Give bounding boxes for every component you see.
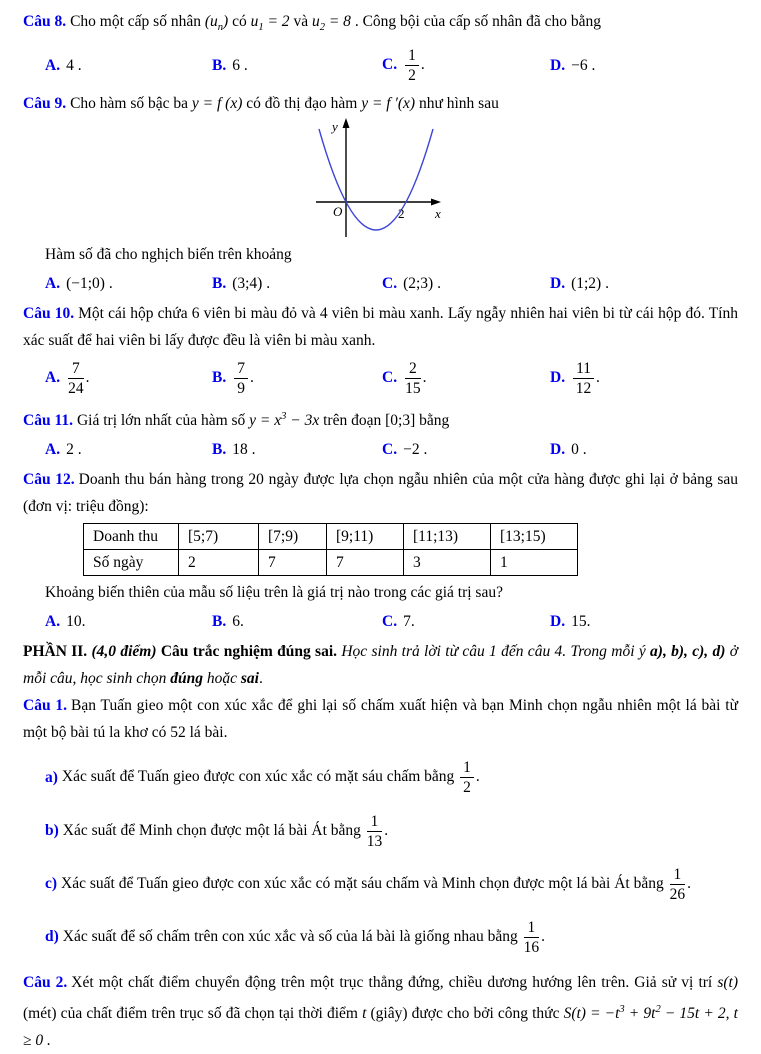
fraction <box>68 360 84 397</box>
question-9-text-5: Hàm số đã cho nghịch biến trên khoảng <box>45 246 292 264</box>
item-letter: a) <box>45 768 58 786</box>
option-text: (2;3) . <box>403 275 441 293</box>
option-letter: C. <box>382 441 398 459</box>
item-b <box>45 810 738 853</box>
derivative-graph-figure <box>23 117 738 241</box>
fraction-denominator: 15 <box>405 380 421 398</box>
formula-st: s(t) <box>717 973 738 991</box>
fraction-denominator: 24 <box>68 380 84 398</box>
fraction-denominator: 9 <box>237 380 245 398</box>
item-suffix: . <box>475 768 480 786</box>
option-letter: C. <box>382 275 398 293</box>
option-b <box>212 271 382 297</box>
option-text: (−1;0) . <box>66 275 113 293</box>
question-8-options <box>45 44 738 87</box>
y-axis-label: y <box>331 119 338 135</box>
y-axis-arrow <box>342 118 349 128</box>
option-suffix: . <box>420 56 425 74</box>
fraction-denominator: 13 <box>366 832 383 850</box>
question-12 <box>23 466 738 520</box>
x-axis-label: x <box>434 206 441 222</box>
item-letter: d) <box>45 927 59 945</box>
part2-instruction-1: Học sinh trả lời từ câu 1 đến câu 4. Trong mỗi ý <box>341 643 651 661</box>
origin-label: O <box>332 204 342 220</box>
item-text: Xác suất để số chấm trên con xúc xắc và số của lá bài là giống nhau bằng <box>62 927 518 945</box>
option-d <box>550 437 738 463</box>
part2-instruction-2: ở mỗi câu, học sinh chọn <box>23 643 738 688</box>
option-d <box>550 357 738 400</box>
question-9-text-2: có đồ thị đạo hàm <box>242 95 362 113</box>
question-12-text-2: Khoảng biến thiên của mẫu số liệu trên là giá trị nào trong các giá trị sau? <box>45 584 503 602</box>
question-10-label: Câu 10. <box>23 305 75 323</box>
revenue-table <box>83 523 578 576</box>
formula-position: $S(t) = -t^3 + 9t^2 - 15t + 2$, t ≥ 0 . <box>23 1003 738 1049</box>
formula-t: t <box>362 1004 367 1022</box>
part2-question-2-label: Câu 2. <box>23 973 68 991</box>
table-cell: [5;7) <box>179 524 259 550</box>
x-axis-arrow <box>431 199 441 206</box>
question-11-options <box>45 437 738 463</box>
option-suffix: . <box>85 369 90 387</box>
question-11-text-1: Giá trị lớn nhất của hàm số <box>76 412 250 430</box>
formula-cubic: $y = x^3 - 3x$ <box>249 411 320 430</box>
part2-heading <box>23 638 738 692</box>
fraction-numerator: 1 <box>367 813 383 832</box>
question-9-text-1: Cho hàm số bậc ba <box>70 95 192 113</box>
table-cell: 1 <box>491 550 578 576</box>
option-text: 6 . <box>232 56 248 74</box>
formula-interval: [0;3] <box>385 412 416 430</box>
option-text: −2 . <box>403 441 428 459</box>
fraction-denominator: 2 <box>463 779 471 797</box>
formula-u1: $u_1 = 2$ <box>250 13 290 34</box>
fraction-denominator: 16 <box>523 938 540 956</box>
option-text: 4 . <box>66 56 82 74</box>
option-suffix: . <box>422 369 427 387</box>
option-letter: C. <box>382 613 398 631</box>
option-c <box>382 44 550 87</box>
option-text: (1;2) . <box>571 275 609 293</box>
option-b <box>212 437 382 463</box>
question-8-label: Câu 8. <box>23 13 67 30</box>
item-text: Xác suất để Tuấn gieo được con xúc xắc có mặt sáu chấm bằng <box>61 768 455 786</box>
tick-label-2: 2 <box>397 206 404 222</box>
option-text: 0 . <box>571 441 587 459</box>
part2-question-2-text-3: (giây) được cho bởi công thức <box>366 1004 564 1022</box>
question-9-label: Câu 9. <box>23 95 67 113</box>
item-text: Xác suất để Tuấn gieo được con xúc xắc có mặt sáu chấm và Minh chọn được một lá bài Át bằng <box>61 874 664 892</box>
option-text: 18 . <box>232 441 256 459</box>
fraction-numerator: 1 <box>405 47 419 66</box>
option-letter: B. <box>212 369 227 387</box>
option-letter: A. <box>45 56 61 74</box>
part2-points: (4,0 điểm) <box>91 643 157 661</box>
derivative-graph <box>306 117 456 241</box>
option-a <box>45 437 212 463</box>
formula-fx: y = f (x) <box>191 95 243 113</box>
fraction-numerator: 7 <box>234 360 248 379</box>
option-d <box>550 609 738 635</box>
part2-dung: đúng <box>170 670 203 688</box>
formula-u2: $u_2 = 8$ <box>311 13 351 34</box>
option-text: −6 . <box>571 56 596 74</box>
fraction <box>367 813 383 850</box>
question-9-text-3: như hình sau <box>415 95 499 113</box>
option-c <box>382 609 550 635</box>
option-b <box>212 609 382 635</box>
question-10-text: Một cái hộp chứa 6 viên bi màu đỏ và 4 viên bi màu xanh. Lấy ngẫy nhiên hai viên bi từ cái hộp đó. Tính xác suất để hai viên bi lấy được đều là viên bi màu xanh. <box>23 305 738 350</box>
option-c <box>382 271 550 297</box>
option-letter: D. <box>550 275 566 293</box>
question-8-text-4: . Công bội của cấp số nhân đã cho bằng <box>350 13 602 30</box>
table-cell: 7 <box>259 550 327 576</box>
option-letter: D. <box>550 441 566 459</box>
option-letter: B. <box>212 613 227 631</box>
option-b <box>212 53 382 79</box>
fraction <box>573 360 594 397</box>
table-cell: Số ngày <box>84 550 179 576</box>
option-letter: B. <box>212 56 227 74</box>
fraction <box>524 919 540 956</box>
question-9 <box>23 90 738 117</box>
question-8-text-2: có <box>228 13 251 30</box>
option-letter: C. <box>382 56 398 74</box>
fraction-numerator: 11 <box>573 360 594 379</box>
part2-question-2-text-1: Xét một chất điểm chuyển động trên một trục thẳng đứng, chiều dương hướng lên trên. Giả sử vị trí <box>71 973 718 991</box>
question-12-label: Câu 12. <box>23 471 75 489</box>
fraction-denominator: 12 <box>575 380 592 398</box>
formula-un: $(u_n)$ <box>204 13 229 34</box>
item-letter: c) <box>45 874 58 892</box>
item-suffix: . <box>384 821 389 839</box>
item-c <box>45 863 738 906</box>
part2-items: a), b), c), d) <box>650 643 726 661</box>
option-text: 6. <box>232 613 244 631</box>
fraction <box>670 866 686 903</box>
part2-question-1 <box>23 692 738 746</box>
formula-f-prime-x: y = f ′(x) <box>361 95 416 113</box>
table-cell: 3 <box>404 550 491 576</box>
option-c <box>382 437 550 463</box>
option-letter: A. <box>45 369 61 387</box>
option-letter: B. <box>212 275 227 293</box>
part2-question-2 <box>23 969 738 1054</box>
item-letter: b) <box>45 821 59 839</box>
item-d <box>45 916 738 959</box>
fraction <box>405 360 421 397</box>
part2-title: PHẦN II. <box>23 643 92 661</box>
fraction-denominator: 2 <box>408 67 416 85</box>
table-cell: [9;11) <box>327 524 404 550</box>
option-text: 2 . <box>66 441 82 459</box>
fraction <box>234 360 248 397</box>
option-text: (3;4) . <box>232 275 271 293</box>
table-cell: 7 <box>327 550 404 576</box>
part2-sai: sai <box>240 670 259 688</box>
part2-subtitle: Câu trắc nghiệm đúng sai. <box>156 643 342 661</box>
fraction-numerator: 1 <box>670 866 686 885</box>
question-11-text-3: bằng <box>415 412 450 430</box>
option-text: 10. <box>66 613 86 631</box>
table-cell: 2 <box>179 550 259 576</box>
table-cell: [7;9) <box>259 524 327 550</box>
item-suffix: . <box>687 874 691 892</box>
option-letter: D. <box>550 369 566 387</box>
part2-question-1-text: Bạn Tuấn gieo một con xúc xắc để ghi lại số chấm xuất hiện và bạn Minh chọn ngẫu nhiên một lá bài từ một bộ bài tú la khơ có 52 lá bài. <box>23 697 738 742</box>
option-letter: A. <box>45 441 61 459</box>
option-text: 7. <box>403 613 415 631</box>
table-cell: Doanh thu <box>84 524 179 550</box>
question-11-label: Câu 11. <box>23 412 73 430</box>
option-letter: A. <box>45 275 61 293</box>
fraction <box>405 47 419 84</box>
fraction <box>460 759 474 796</box>
option-a <box>45 609 212 635</box>
option-text: 15. <box>571 613 591 631</box>
option-letter: D. <box>550 56 566 74</box>
option-d <box>550 271 738 297</box>
question-9-options <box>45 271 738 297</box>
question-10-options <box>45 357 738 400</box>
fraction-numerator: 7 <box>68 360 84 379</box>
part2-question-1-label: Câu 1. <box>23 697 68 715</box>
question-12-options <box>45 609 738 635</box>
table-cell: [13;15) <box>491 524 578 550</box>
part2-instruction-3: hoặc <box>202 670 241 688</box>
option-suffix: . <box>596 369 600 387</box>
fraction-numerator: 2 <box>405 360 421 379</box>
question-12-text: Doanh thu bán hàng trong 20 ngày được lựa chọn ngẫu nhiên của một cửa hàng được ghi lại ở bảng sau (đơn vị: triệu đồng): <box>23 471 738 516</box>
item-text: Xác suất để Minh chọn được một lá bài Át bằng <box>62 821 361 839</box>
option-letter: A. <box>45 613 61 631</box>
option-letter: D. <box>550 613 566 631</box>
option-c <box>382 357 550 400</box>
option-letter: C. <box>382 369 398 387</box>
fraction-denominator: 26 <box>669 885 686 903</box>
question-11-text-2: trên đoạn <box>319 412 386 430</box>
option-d <box>550 53 738 79</box>
item-a <box>45 756 738 799</box>
option-a <box>45 271 212 297</box>
option-suffix: . <box>249 369 254 387</box>
question-11 <box>23 403 738 434</box>
question-10 <box>23 300 738 354</box>
fraction-numerator: 1 <box>460 759 474 778</box>
fraction-numerator: 1 <box>524 919 540 938</box>
option-a <box>45 53 212 79</box>
table-row-days <box>84 550 578 576</box>
option-letter: B. <box>212 441 227 459</box>
part2-question-2-text-2: (mét) của chất điểm trên trục số đã chọn tại thời điểm <box>23 1004 363 1022</box>
item-suffix: . <box>541 927 545 945</box>
question-8-text-1: Cho một cấp số nhân <box>70 13 205 30</box>
option-b <box>212 357 382 400</box>
option-a <box>45 357 212 400</box>
table-cell: [11;13) <box>404 524 491 550</box>
question-8 <box>23 8 738 41</box>
part2-period: . <box>258 670 263 688</box>
table-row-revenue <box>84 524 578 550</box>
question-8-text-3: và <box>289 13 312 30</box>
